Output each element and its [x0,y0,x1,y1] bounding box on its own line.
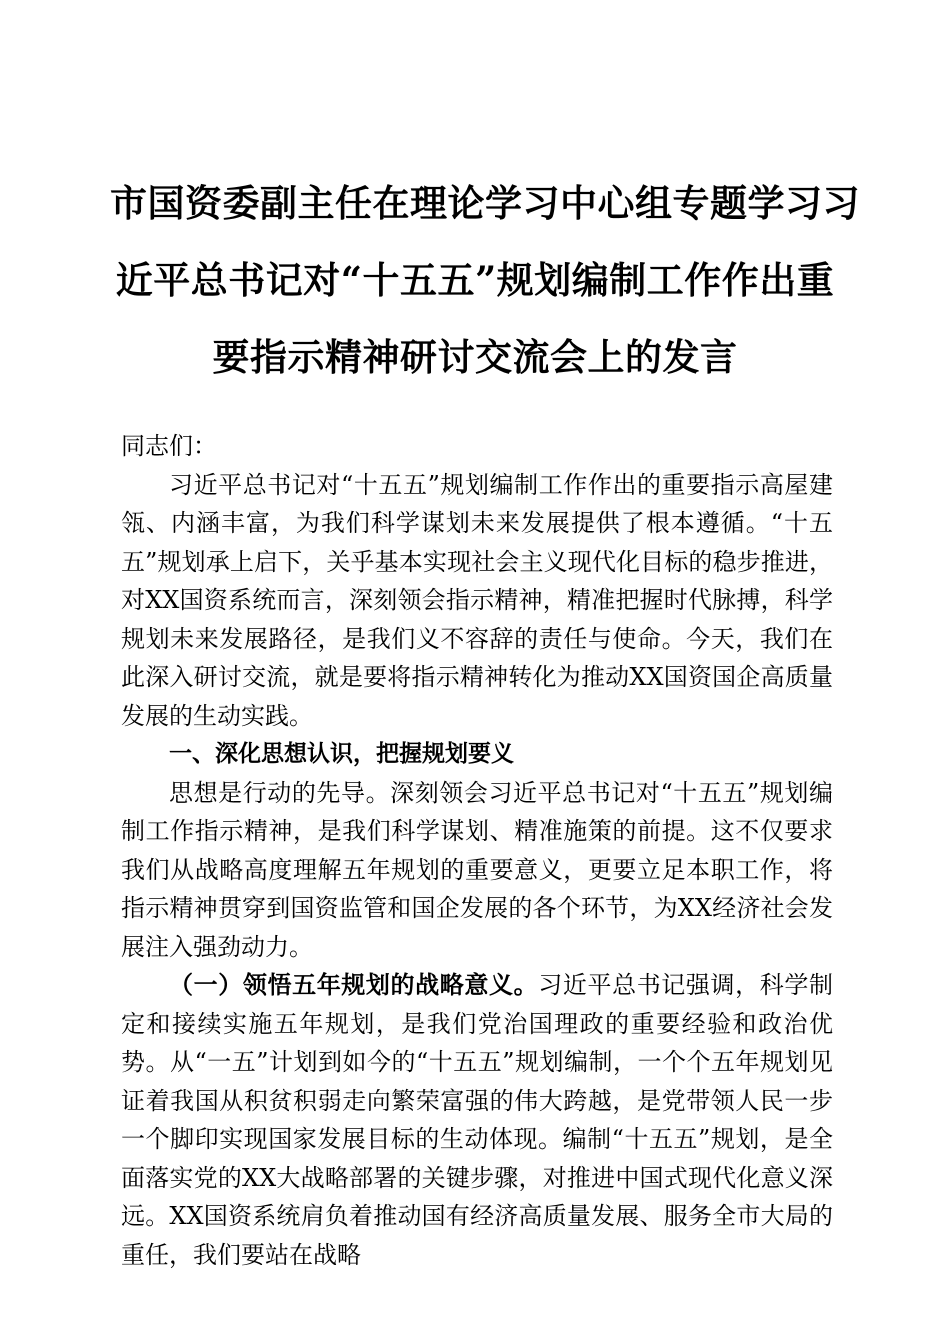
subsection-1-text: 习近平总书记强调，科学制定和接续实施五年规划，是我们党治国理政的重要经验和政治优势。从“一五”计划到如今的“十五五”规划编制，一个个五年规划见证着我国从积贫积弱走向繁荣富强的伟大跨越，是党带领人民一步一个脚印实现国家发展目标的生动体现。编制“十五五”规划，是全面落实党的XX大战略部署的关键步骤，对推进中国式现代化意义深远。XX国资系统肩负着推动国有经济高质量发展、服务全市大局的重任，我们要站在战略 [121,971,834,1269]
title-line-2: 近平总书记对“十五五”规划编制工作作出重 [115,258,835,302]
title-line-3: 要指示精神研讨交流会上的发言 [212,335,738,379]
intro-paragraph: 习近平总书记对“十五五”规划编制工作作出的重要指示高屋建瓴、内涵丰富，为我们科学谋划未来发展提供了根本遵循。“十五五”规划承上启下，关乎基本实现社会主义现代化目标的稳步推进，对XX国资系统而言，深刻领会指示精神，精准把握时代脉搏，科学规划未来发展路径，是我们义不容辞的责任与使命。今天，我们在此深入研讨交流，就是要将指示精神转化为推动XX国资国企高质量发展的生动实践。 [121,470,833,730]
salutation: 同志们： [121,432,217,460]
document-title [110,165,860,396]
document-body [121,427,833,1274]
subsection-1-paragraph [121,966,833,1274]
section-heading-1: 一、深化思想认识，把握规划要义 [169,741,514,767]
section-1-paragraph: 思想是行动的先导。深刻领会习近平总书记对“十五五”规划编制工作指示精神，是我们科学谋划、精准施策的前提。这不仅要求我们从战略高度理解五年规划的重要意义，更要立足本职工作，将指示精神贯穿到国资监管和国企发展的各个环节，为XX经济社会发展注入强劲动力。 [121,778,833,961]
title-line-1: 市国资委副主任在理论学习中心组专题学习习 [110,181,860,225]
subsection-1-lead: （一）领悟五年规划的战略意义。 [169,970,539,999]
